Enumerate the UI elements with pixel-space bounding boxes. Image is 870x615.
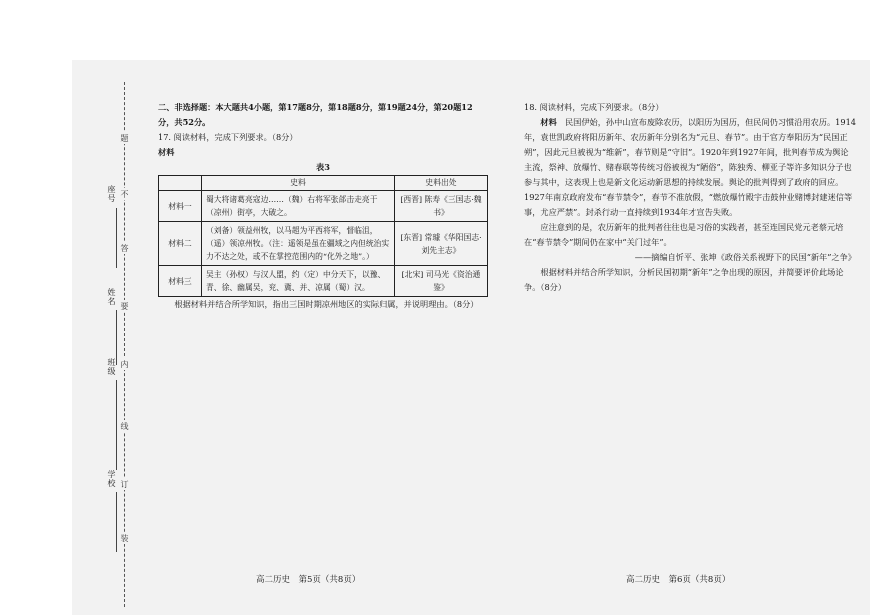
table-header-cell <box>159 176 202 191</box>
seat-number-label: 座号 <box>107 185 116 203</box>
row-source: [东晋] 常璩《华阳国志·刘先主志》 <box>395 222 488 266</box>
row-label: 材料三 <box>159 266 202 297</box>
table-row <box>159 266 488 297</box>
binding-mark: 要 <box>120 302 129 310</box>
left-page-footer: 高二历史 第5页（共8页） <box>256 575 361 585</box>
row-content: （刘备）领益州牧，以马超为平西将军，督临沮，（遥）领凉州牧。（注：遥领是虽在疆域之内但统治实力不达之处，或不在掌控范围内的“化外之地”。） <box>202 222 395 266</box>
binding-mark: 装 <box>120 534 129 542</box>
material-attribution: ——摘编自忻平、张坤《政俗关系视野下的民国“新年”之争》 <box>634 252 856 262</box>
binding-mark: 内 <box>120 360 129 368</box>
class-label: 班级 <box>107 358 116 376</box>
seat-number-line <box>116 208 117 268</box>
table-row <box>159 191 488 222</box>
binding-mark: 不 <box>120 190 129 198</box>
table-header-cell: 史料出处 <box>395 176 488 191</box>
binding-mark: 线 <box>120 422 129 430</box>
right-page-footer: 高二历史 第6页（共8页） <box>626 575 731 585</box>
material-label: 材料 <box>158 147 175 157</box>
material-paragraph-2: 应注意到的是，农历新年的批判者往往也是习俗的实践者，甚至连国民党元老蔡元培在“春节禁令”期间仍在家中“关门过年”。 <box>524 222 844 247</box>
table-row <box>159 222 488 266</box>
section-heading: 二、非选择题：本大题共4小题，第17题8分，第18题8分，第19题24分，第20题12分，共52分。 <box>158 102 473 127</box>
name-line <box>116 310 117 365</box>
source-table <box>158 175 488 297</box>
name-label: 姓名 <box>107 288 116 306</box>
row-label: 材料一 <box>159 191 202 222</box>
school-label: 学校 <box>107 470 116 488</box>
q18-task: 根据材料并结合所学知识，分析民国初期“新年”之争出现的原因，并简要评价此场论争。（8分） <box>524 267 844 292</box>
row-source: [西晋] 陈寿《三国志·魏书》 <box>395 191 488 222</box>
row-label: 材料二 <box>159 222 202 266</box>
binding-mark: 题 <box>120 134 129 142</box>
binding-mark: 答 <box>120 244 129 252</box>
table-header-row <box>159 176 488 191</box>
row-content: 吴主（孙权）与汉人盟，约（定）中分天下，以豫、青、徐、幽属吴，兖、冀、并、凉属（蜀）汉。 <box>202 266 395 297</box>
right-page <box>524 100 856 295</box>
row-source: [北宋] 司马光《资治通鉴》 <box>395 266 488 297</box>
binding-mark: 订 <box>120 480 129 488</box>
table-header-cell: 史料 <box>202 176 395 191</box>
binding-gutter <box>72 60 129 615</box>
class-line <box>116 380 117 470</box>
q18-intro: 18. 阅读材料，完成下列要求。（8分） <box>524 102 664 112</box>
binding-dashed-line <box>124 82 125 607</box>
row-content: 蜀大将诸葛亮寇边……（魏）右将军张郃击走亮于（凉州）街亭，大破之。 <box>202 191 395 222</box>
q17-intro: 17. 阅读材料，完成下列要求。（8分） <box>158 132 298 142</box>
material-paragraph-1: 民国伊始，孙中山宣布废除农历，以阳历为国历，但民间仍习惯沿用农历。1914年，袁世凯政府将阳历新年、农历新年分别名为“元旦、春节”。由于官方奉阳历为“民国正朔”，因此元旦被视为“维新”，春节则是“守旧”。1920年到1927年间，批判春节成为舆论主流，祭神、放爆竹、赌春联等传统习俗被视为“陋俗”，陈独秀、柳亚子等许多知识分子也参与其中，这表现上也是新文化运动新思想的持续发展。舆论的批判得到了政府的回应。1927年南京政府发布“春节禁令”，春节不准放假，“燃放爆竹殿宇击鼓仲业赌博封建迷信等事，尤应严禁”。封杀行动一直持续到1934年才宣告失败。 <box>524 117 857 217</box>
left-page <box>158 100 488 312</box>
material-label: 材料 <box>540 117 557 127</box>
table-caption: 表3 <box>316 162 330 172</box>
school-line <box>116 492 117 552</box>
q17-task: 根据材料并结合所学知识，指出三国时期凉州地区的实际归属，并说明理由。（8分） <box>174 299 479 309</box>
